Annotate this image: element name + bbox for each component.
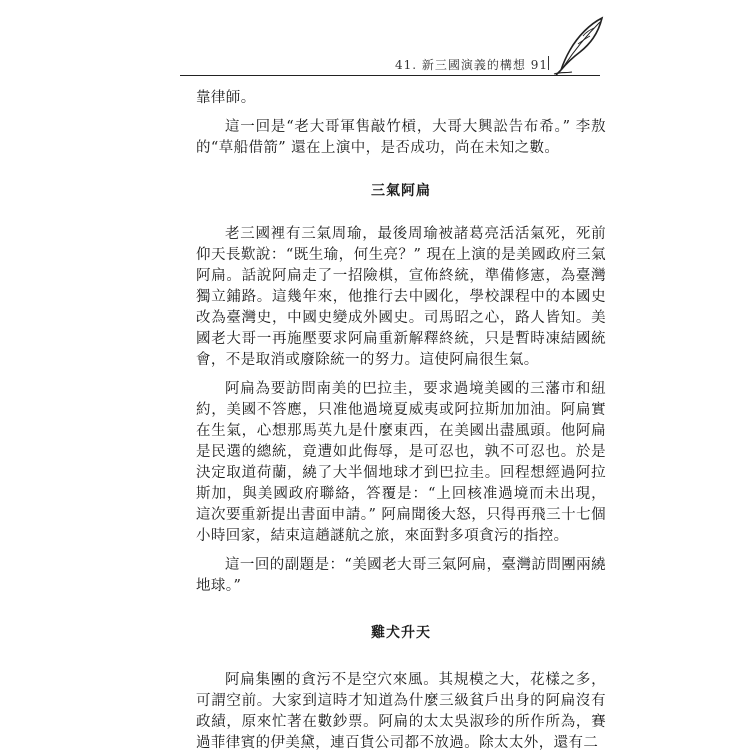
running-head-separator: [548, 56, 549, 70]
quill-pen-icon: [550, 14, 610, 76]
section-title: 三氣阿扁: [371, 183, 431, 199]
paragraph: 這一回是“老大哥軍售敲竹槓，大哥大興訟告布希。” 李敖的“草船借箭” 還在上演中，是否成功，尚在未知之數。: [196, 119, 606, 156]
paragraph: 靠律師。: [196, 90, 256, 106]
body-text: [196, 88, 606, 750]
paragraph: 阿扁集團的貪污不是空穴來風。其規模之大，花樣之多，可謂空前。大家到這時才知道為什麼三級貧戶出身的阿扁沒有政績，原來忙著在數鈔票。阿扁的太太吳淑珍的所作所為，賽過菲律賓的伊美黛，連百貨公司都不放過。除太太外，還有二: [196, 672, 606, 750]
paragraph: 老三國裡有三氣周瑜，最後周瑜被諸葛亮活活氣死，死前仰天長歎說：“既生瑜，何生亮？” 現在上演的是美國政府三氣阿扁。話說阿扁走了一招險棋，宣佈終統，準備修憲，為臺灣獨立鋪路。這幾年來，他推行去中國化，學校課程中的本國史改為臺灣史，中國史變成外國史。司馬昭之心，路人皆知。美國老大哥一再施壓要求阿扁重新解釋終統，只是暫時凍結國統會，不是取消或廢除統一的努力。這使阿扁很生氣。: [196, 226, 606, 368]
header-rule: [180, 75, 600, 76]
paragraph: 這一回的副題是：“美國老大哥三氣阿扁，臺灣訪問團兩繞地球。”: [196, 557, 606, 594]
section-title: 雞犬升天: [371, 625, 431, 641]
paragraph: 阿扁為要訪問南美的巴拉圭，要求過境美國的三藩市和紐約，美國不答應，只准他過境夏威夷或阿拉斯加加油。阿扁實在生氣，心想那馬英九是什麼東西，在美國出盡風頭。他阿扁是民選的總統，竟遭如此侮辱，是可忍也，孰不可忍也。於是決定取道荷蘭，繞了大半個地球才到巴拉圭。回程想經過阿拉斯加，與美國政府聯絡，答覆是：“上回核准過境而未出現，這次要重新提出書面申請。” 阿扁聞後大怒，只得再飛三十七個小時回家，結束這趟謎航之旅，來面對多項貪污的指控。: [196, 381, 606, 544]
running-head: 41. 新三國演義的構想 91: [395, 58, 548, 72]
